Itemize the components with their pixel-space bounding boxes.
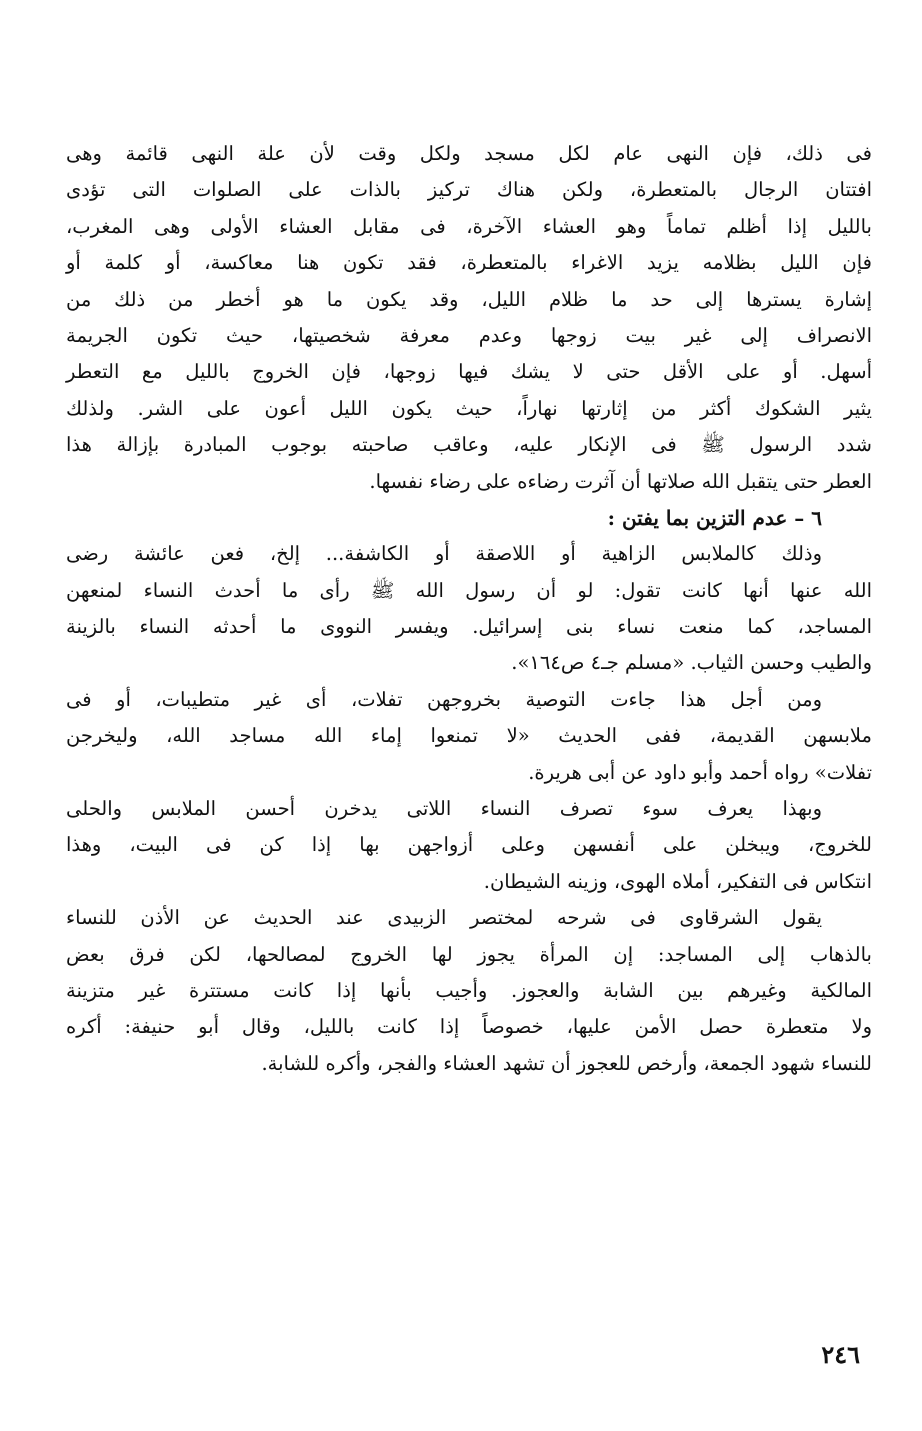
text-line: افتتان الرجال بالمتعطرة، ولكن هناك تركيز بالذات على الصلوات التى تؤدى (66, 178, 872, 202)
text-line: إشارة يسترها إلى حد ما ظلام الليل، وقد يكون ما هو أخطر من ذلك من (66, 287, 872, 311)
text-line: وذلك كالملابس الزاهية أو اللاصقة أو الكاشفة... إلخ، فعن عائشة رضى (66, 542, 822, 566)
text-line: فى ذلك، فإن النهى عام لكل مسجد ولكل وقت لأن علة النهى قائمة وهى (66, 142, 872, 165)
document-body (66, 136, 872, 1082)
text-line: والطيب وحسن الثياب. «مسلم جـ٤ ص١٦٤». (511, 651, 872, 675)
text-line: يثير الشكوك أكثر من إثارتها نهاراً، حيث يكون الليل أعون على الشر. ولذلك (66, 396, 872, 420)
text-line: يقول الشرقاوى فى شرحه لمختصر الزبيدى عند الحديث عن الأذن للنساء (66, 906, 822, 930)
section-heading: ٦ – عدم التزين بما يفتن : (607, 505, 822, 530)
text-line: ومن أجل هذا جاءت التوصية بخروجهن تفلات، أى غير متطيبات، أو فى (66, 687, 822, 711)
text-line: ولا متعطرة حصل الأمن عليها، خصوصاً إذا كانت بالليل، وقال أبو حنيفة: أكره (66, 1015, 872, 1039)
text-line: المساجد، كما منعت نساء بنى إسرائيل. ويفسر النووى ما أحدثه النساء بالزينة (66, 615, 873, 639)
text-line: فإن الليل بظلامه يزيد الاغراء بالمتعطرة، فقد تكون هنا معاكسة، أو كلمة أو (66, 251, 872, 275)
text-line: بالليل إذا أظلم تماماً وهو العشاء الآخرة، فى مقابل العشاء الأولى وهى المغرب، (66, 214, 872, 238)
text-line: وبهذا يعرف سوء تصرف النساء اللاتى يدخرن أحسن الملابس والحلى (66, 797, 822, 821)
text-line: ملابسهن القديمة، ففى الحديث «لا تمنعوا إماء الله مساجد الله، وليخرجن (66, 724, 872, 748)
text-line: للخروج، ويبخلن على أنفسهن وعلى أزواجهن بها إذا كن فى البيت، وهذا (66, 833, 872, 857)
text-line: الله عنها أنها كانت تقول: لو أن رسول الله ﷺ رأى ما أحدث النساء لمنعهن (66, 578, 872, 602)
text-line: أسهل. أو على الأقل حتى لا يشك فيها زوجها، فإن الخروج بالليل مع التعطر (66, 360, 872, 384)
text-line: للنساء شهود الجمعة، وأرخص للعجوز أن تشهد العشاء والفجر، وأكره للشابة. (261, 1051, 872, 1075)
text-line: بالذهاب إلى المساجد: إن المرأة يجوز لها الخروج لمصالحها، لكن فرق بعض (66, 942, 872, 966)
text-line: انتكاس فى التفكير، أملاه الهوى، وزينه الشيطان. (483, 869, 872, 893)
text-line: الانصراف إلى غير بيت زوجها وعدم معرفة شخصيتها، حيث تكون الجريمة (66, 323, 872, 347)
text-line: العطر حتى يتقبل الله صلاتها أن آثرت رضاءه على رضاء نفسها. (369, 469, 872, 493)
text-line: تفلات» رواه أحمد وأبو داود عن أبى هريرة. (528, 760, 872, 784)
page-number: ٢٤٦ (821, 1340, 860, 1369)
text-line: شدد الرسول ﷺ فى الإنكار عليه، وعاقب صاحبته بوجوب المبادرة بإزالة هذا (66, 433, 872, 457)
text-line: المالكية وغيرهم بين الشابة والعجوز. وأجيب بأنها إذا كانت مستترة غير متزينة (66, 978, 872, 1002)
